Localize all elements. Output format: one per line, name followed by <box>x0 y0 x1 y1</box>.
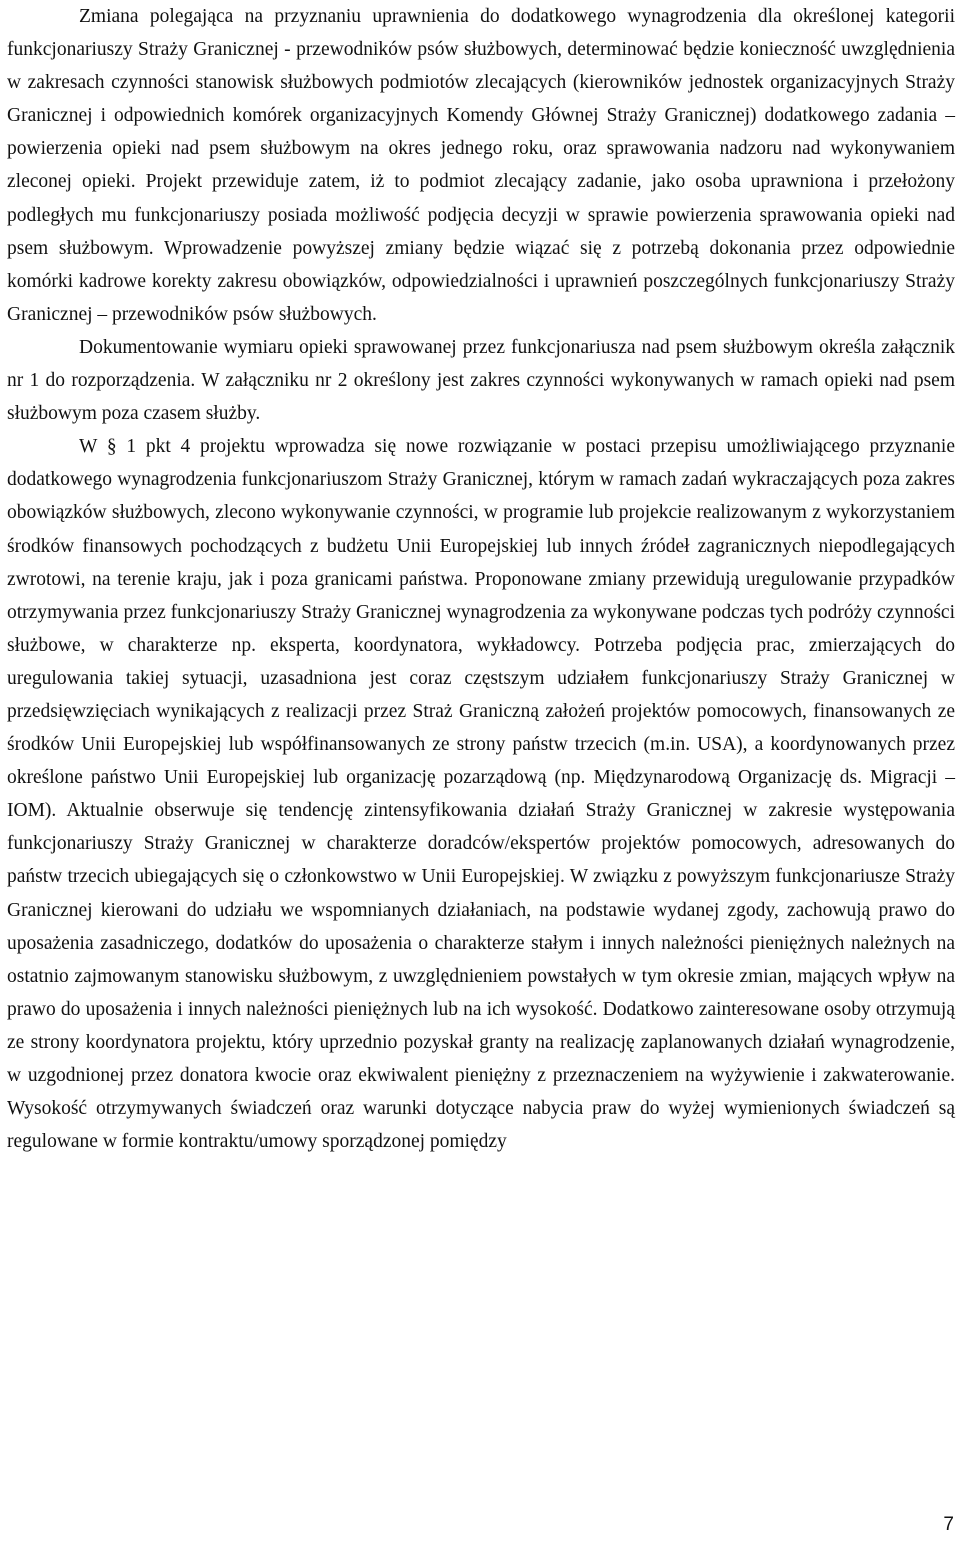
page-number: 7 <box>943 1514 954 1535</box>
paragraph-1: Zmiana polegająca na przyznaniu uprawnienia do dodatkowego wynagrodzenia dla określonej kategorii funkcjonariuszy Straży Granicznej - przewodników psów służbowych, determinować będzie konieczność uwzględnienia w zakresach czynności stanowisk służbowych podmiotów zlecających (kierowników jednostek organizacyjnych Straży Granicznej i odpowiednich komórek organizacyjnych Komendy Głównej Straży Granicznej) dodatkowego zadania – powierzenia opieki nad psem służbowym na okres jednego roku, oraz sprawowania nadzoru nad wykonywaniem zleconej opieki. Projekt przewiduje zatem, iż to podmiot zlecający zadanie, jako osoba uprawniona i przełożony podległych mu funkcjonariuszy posiada możliwość podjęcia decyzji w sprawie powierzenia sprawowania opieki nad psem służbowym. Wprowadzenie powyższej zmiany będzie wiązać się z potrzebą dokonania przez odpowiednie komórki kadrowe korekty zakresu obowiązków, odpowiedzialności i uprawnień poszczególnych funkcjonariuszy Straży Granicznej – przewodników psów służbowych. <box>7 6 955 325</box>
paragraph-3: W § 1 pkt 4 projektu wprowadza się nowe rozwiązanie w postaci przepisu umożliwiającego przyznanie dodatkowego wynagrodzenia funkcjonariuszom Straży Granicznej, którym w ramach zadań wykraczających poza zakres obowiązków służbowych, zlecono wykonywanie czynności, w programie lub projekcie realizowanym z wykorzystaniem środków finansowych pochodzących z budżetu Unii Europejskiej lub innych źródeł zagranicznych niepodlegających zwrotowi, na terenie kraju, jak i poza granicami państwa. Proponowane zmiany przewidują uregulowanie przypadków otrzymywania przez funkcjonariuszy Straży Granicznej wynagrodzenia za wykonywane podczas tych podróży czynności służbowe, w charakterze np. eksperta, koordynatora, wykładowcy. Potrzeba podjęcia prac, zmierzających do uregulowania takiej sytuacji, uzasadniona jest coraz częstszym udziałem funkcjonariuszy Straży Granicznej w przedsięwzięciach wynikających z realizacji przez Straż Graniczną założeń projektów pomocowych, finansowanych ze środków Unii Europejskiej lub współfinansowanych ze strony państw trzecich (m.in. USA), a koordynowanych przez określone państwo Unii Europejskiej lub organizację pozarządową (np. Międzynarodową Organizację ds. Migracji – IOM). Aktualnie obserwuje się tendencję zintensyfikowania działań Straży Granicznej w zakresie występowania funkcjonariuszy Straży Granicznej w charakterze doradców/ekspertów projektów pomocowych, adresowanych do państw trzecich ubiegających się o członkowstwo w Unii Europejskiej. W związku z powyższym funkcjonariusze Straży Granicznej kierowani do udziału we wspomnianych działaniach, na podstawie wydanej zgody, zachowują prawo do uposażenia zasadniczego, dodatków do uposażenia o charakterze stałym i innych należności pieniężnych należnych na ostatnio zajmowanym stanowisku służbowym, z uwzględnieniem powstałych w tym okresie zmian, mających wpływ na prawo do uposażenia i innych należności pieniężnych lub na ich wysokość. Dodatkowo zainteresowane osoby otrzymują ze strony koordynatora projektu, który uprzednio pozyskał granty na realizację zaplanowanych działań wynagrodzenie, w uzgodnionej przez donatora kwocie oraz ekwiwalent pieniężny z przeznaczeniem na wyżywienie i zakwaterowanie. Wysokość otrzymywanych świadczeń oraz warunki dotyczące nabycia praw do wyżej wymienionych świadczeń są regulowane w formie kontraktu/umowy sporządzonej pomiędzy <box>7 436 955 1153</box>
document-body <box>7 0 955 1158</box>
paragraph-2: Dokumentowanie wymiaru opieki sprawowanej przez funkcjonariusza nad psem służbowym określa załącznik nr 1 do rozporządzenia. W załączniku nr 2 określony jest zakres czynności wykonywanych w ramach opieki nad psem służbowym poza czasem służby. <box>7 336 955 425</box>
